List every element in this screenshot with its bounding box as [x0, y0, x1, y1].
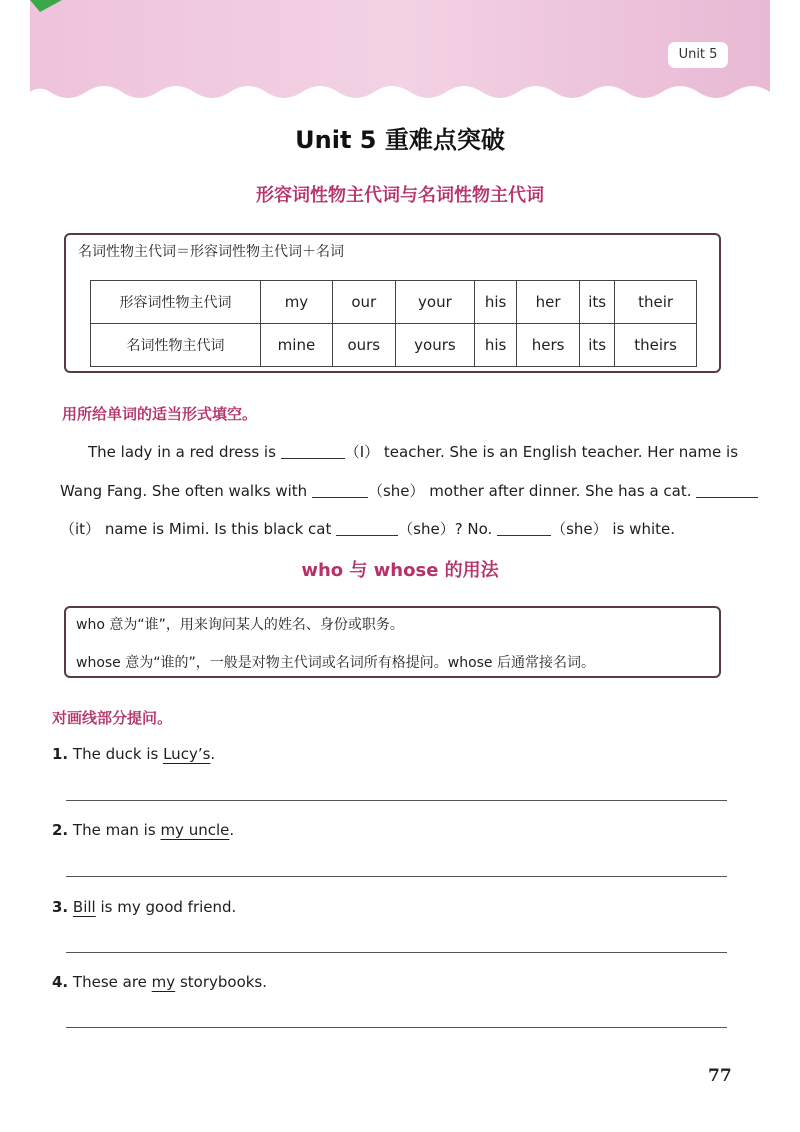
page-title: Unit 5 重难点突破 — [295, 126, 505, 154]
answer-line-4[interactable] — [66, 1027, 727, 1028]
question-text: storybooks. — [179, 973, 268, 991]
text: （it） name is Mimi. Is this black cat — [60, 520, 332, 538]
pronoun-formula: 名词性物主代词＝形容词性物主代词＋名词 — [78, 244, 344, 260]
pronoun-rule-box — [64, 233, 721, 373]
rule-whose: whose 意为“谁的”，一般是对物主代词或名词所有格提问。whose 后通常接名词。 — [76, 655, 595, 671]
who-whose-rule-box — [64, 606, 721, 678]
question-text: is my good friend. — [100, 898, 237, 916]
section-title-who-whose: who 与 whose 的用法 — [301, 560, 499, 581]
table-row-adjective-pronouns — [91, 281, 697, 324]
text: （she） mother after dinner. She has a cat. — [367, 482, 692, 500]
question-1 — [52, 745, 215, 763]
underlined-part: Lucy’s — [163, 745, 211, 763]
question-number: 4. — [52, 973, 69, 991]
table-cell: his — [475, 281, 517, 324]
underlined-part: Bill — [72, 898, 96, 916]
text: （I） teacher. She is an English teacher. Her name is — [344, 443, 739, 461]
text: Wang Fang. She often walks with — [60, 482, 308, 500]
table-cell: mine — [261, 324, 333, 367]
table-cell: ours — [332, 324, 395, 367]
question-3 — [52, 898, 236, 916]
text: （she） is white. — [551, 520, 675, 538]
question-text: The man is — [72, 821, 156, 839]
answer-blank-1[interactable] — [281, 444, 345, 459]
exercise-paragraph-line-1 — [88, 441, 738, 462]
exercise-paragraph-line-2 — [60, 480, 758, 501]
underlined-part: my uncle — [160, 821, 230, 839]
question-text: . — [210, 745, 216, 763]
text: The lady in a red dress is — [88, 443, 276, 461]
answer-blank-4[interactable] — [336, 521, 398, 536]
answer-line-1[interactable] — [66, 800, 727, 801]
row-label: 形容词性物主代词 — [91, 281, 261, 324]
text: （she）? No. — [398, 520, 493, 538]
answer-blank-3[interactable] — [696, 483, 758, 498]
rule-who: who 意为“谁”，用来询问某人的姓名、身份或职务。 — [76, 617, 404, 633]
question-exercise-title: 对画线部分提问。 — [52, 709, 173, 727]
question-number: 1. — [52, 745, 69, 763]
table-row-noun-pronouns — [91, 324, 697, 367]
question-number: 2. — [52, 821, 69, 839]
table-cell: your — [395, 281, 474, 324]
question-4 — [52, 973, 267, 991]
table-cell: our — [332, 281, 395, 324]
answer-line-2[interactable] — [66, 876, 727, 877]
table-cell: my — [261, 281, 333, 324]
question-text: These are — [72, 973, 147, 991]
answer-line-3[interactable] — [66, 952, 727, 953]
table-cell: their — [615, 281, 697, 324]
table-cell: yours — [395, 324, 474, 367]
table-cell: its — [580, 281, 615, 324]
answer-blank-2[interactable] — [312, 483, 368, 498]
question-number: 3. — [52, 898, 69, 916]
question-2 — [52, 821, 234, 839]
page-number: 77 — [708, 1066, 732, 1086]
row-label: 名词性物主代词 — [91, 324, 261, 367]
exercise-paragraph-line-3 — [60, 518, 675, 539]
unit-tag: Unit 5 — [668, 42, 728, 68]
pronoun-table — [90, 280, 697, 367]
table-cell: his — [475, 324, 517, 367]
question-text: . — [229, 821, 235, 839]
table-cell: its — [580, 324, 615, 367]
table-cell: theirs — [615, 324, 697, 367]
answer-blank-5[interactable] — [497, 521, 551, 536]
section-title-possessive-pronouns: 形容词性物主代词与名词性物主代词 — [256, 185, 544, 206]
fill-in-exercise-title: 用所给单词的适当形式填空。 — [62, 405, 258, 423]
table-cell: her — [517, 281, 580, 324]
question-text: The duck is — [72, 745, 159, 763]
table-cell: hers — [517, 324, 580, 367]
underlined-part: my — [151, 973, 176, 991]
